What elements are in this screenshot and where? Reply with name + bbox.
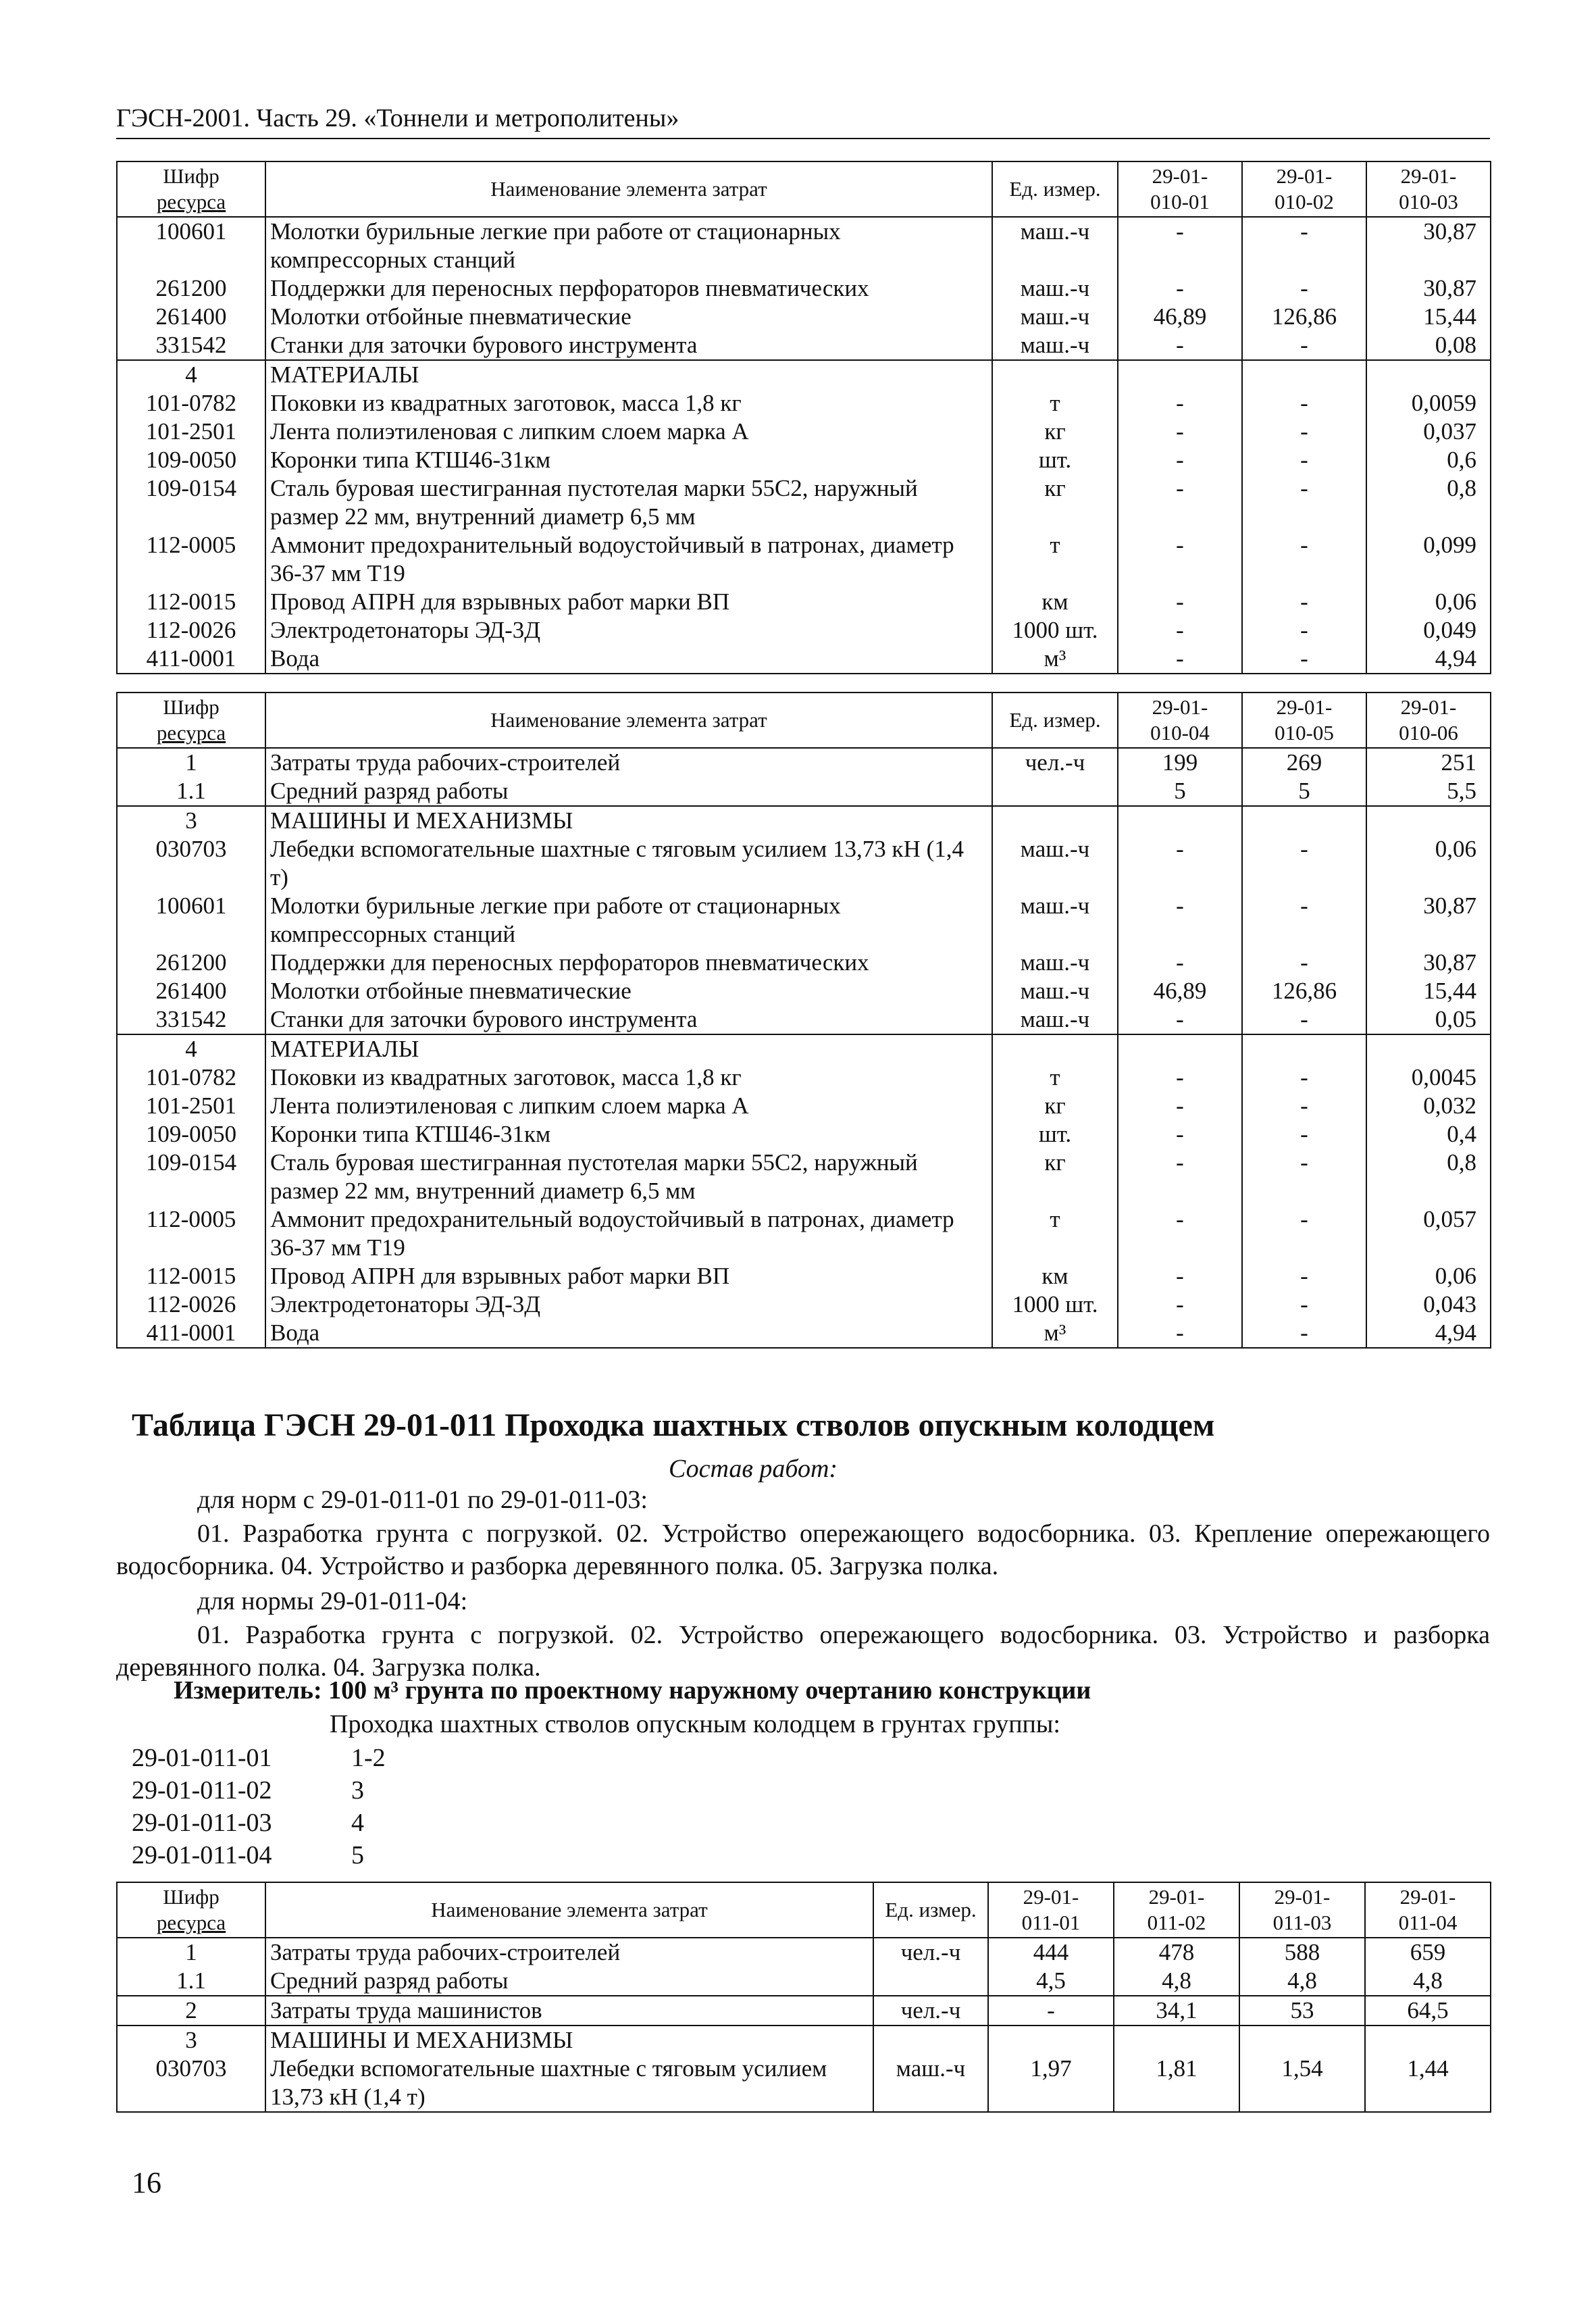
norm-value: - — [1242, 474, 1366, 531]
table-row — [117, 949, 1491, 977]
norm-value: - — [1118, 1120, 1242, 1149]
resource-code: 030703 — [117, 835, 265, 892]
norm-value: 0,099 — [1366, 531, 1491, 588]
unit: маш.-ч — [992, 217, 1118, 274]
norm-value: 0,6 — [1366, 446, 1491, 474]
resource-code: 112-0005 — [117, 531, 265, 588]
table-header-row — [117, 161, 1491, 217]
norm-value — [988, 2026, 1114, 2055]
resource-code: 109-0050 — [117, 446, 265, 474]
unit: маш.-ч — [992, 977, 1118, 1005]
norm-value — [1366, 1034, 1491, 1063]
table-row — [117, 389, 1491, 418]
unit: маш.-ч — [873, 2055, 988, 2112]
cost-element-name: Аммонит предохранительный водоустойчивый в патронах, диаметр 36-37 мм Т19 — [265, 531, 992, 588]
unit — [992, 806, 1118, 835]
norm-value: - — [1242, 949, 1366, 977]
norm-value: 4,94 — [1366, 645, 1491, 674]
norm-value: - — [1242, 1120, 1366, 1149]
norm-value: - — [1118, 835, 1242, 892]
norm-value: 4,8 — [1239, 1967, 1365, 1996]
norm-value: - — [1118, 892, 1242, 949]
header-norm-code: 29-01- 011-03 — [1239, 1882, 1365, 1938]
cost-element-name: Провод АПРН для взрывных работ марки ВП — [265, 1262, 992, 1290]
resource-code: 109-0154 — [117, 474, 265, 531]
unit: маш.-ч — [992, 331, 1118, 360]
resource-code: 1.1 — [117, 777, 265, 806]
unit: т — [992, 1063, 1118, 1092]
norm-value: - — [1118, 474, 1242, 531]
norm-value: 0,049 — [1366, 616, 1491, 645]
norm-value — [1366, 360, 1491, 389]
norms-range-b: для нормы 29-01-011-04: — [197, 1587, 468, 1615]
table-row — [117, 1005, 1491, 1034]
norm-value: - — [1242, 616, 1366, 645]
cost-element-name: Провод АПРН для взрывных работ марки ВП — [265, 588, 992, 616]
unit: маш.-ч — [992, 274, 1118, 303]
norm-value: 4,8 — [1114, 1967, 1239, 1996]
cost-element-name: Аммонит предохранительный водоустойчивый в патронах, диаметр 36-37 мм Т19 — [265, 1205, 992, 1262]
table-row — [117, 1967, 1491, 1996]
norm-value: - — [1118, 531, 1242, 588]
cost-element-name: Вода — [265, 1319, 992, 1348]
unit: т — [992, 389, 1118, 418]
cost-element-name: Затраты труда рабочих-строителей — [265, 748, 992, 777]
cost-element-name: Молотки отбойные пневматические — [265, 977, 992, 1005]
resource-code: 331542 — [117, 331, 265, 360]
resource-code: 1 — [117, 1938, 265, 1967]
cost-element-name: Затраты труда рабочих-строителей — [265, 1938, 873, 1967]
works-subtitle: Состав работ: — [669, 1455, 838, 1483]
norm-value: 0,0059 — [1366, 389, 1491, 418]
table-row — [117, 1319, 1491, 1348]
cost-element-name: Лента полиэтиленовая с липким слоем марка А — [265, 1092, 992, 1120]
norm-value — [1242, 1034, 1366, 1063]
table-row — [117, 1149, 1491, 1205]
norm-value: 0,06 — [1366, 1262, 1491, 1290]
norm-value: - — [1118, 1149, 1242, 1205]
unit: чел.-ч — [992, 748, 1118, 777]
table-row — [117, 1092, 1491, 1120]
table-row — [117, 777, 1491, 806]
unit: маш.-ч — [992, 835, 1118, 892]
table-row — [117, 588, 1491, 616]
unit: маш.-ч — [992, 303, 1118, 331]
header-name: Наименование элемента затрат — [265, 693, 992, 748]
unit: шт. — [992, 446, 1118, 474]
norm-value: 30,87 — [1366, 949, 1491, 977]
norm-value: - — [1242, 645, 1366, 674]
norm-value: - — [1242, 531, 1366, 588]
norm-value: 46,89 — [1118, 303, 1242, 331]
norm-value: - — [1118, 217, 1242, 274]
table-title: Таблица ГЭСН 29-01-011 Проходка шахтных стволов опускным колодцем — [132, 1407, 1215, 1443]
norm-value — [1239, 2026, 1365, 2055]
norm-value: 126,86 — [1242, 977, 1366, 1005]
group-row: 29-01-011-01 1-2 — [132, 1744, 386, 1772]
header-norm-code: 29-01- 011-04 — [1365, 1882, 1491, 1938]
table-row — [117, 1034, 1491, 1063]
unit: м³ — [992, 645, 1118, 674]
cost-element-name: Поддержки для переносных перфораторов пневматических — [265, 949, 992, 977]
norm-value: - — [1242, 418, 1366, 446]
norm-value: 15,44 — [1366, 977, 1491, 1005]
unit — [873, 2026, 988, 2055]
norm-value: 5 — [1118, 777, 1242, 806]
unit — [992, 1034, 1118, 1063]
group-row: 29-01-011-02 3 — [132, 1776, 364, 1805]
resource-code: 261200 — [117, 274, 265, 303]
unit: кг — [992, 474, 1118, 531]
table-row — [117, 331, 1491, 360]
resource-code: 101-2501 — [117, 418, 265, 446]
resource-code: 101-0782 — [117, 389, 265, 418]
cost-element-name: Молотки бурильные легкие при работе от стационарных компрессорных станций — [265, 217, 992, 274]
resource-code: 4 — [117, 1034, 265, 1063]
norm-value: 1,44 — [1365, 2055, 1491, 2112]
unit: чел.-ч — [873, 1938, 988, 1967]
norm-value: 0,8 — [1366, 474, 1491, 531]
norm-value — [1114, 2026, 1239, 2055]
norm-value: - — [1242, 217, 1366, 274]
norm-value: - — [1242, 1262, 1366, 1290]
unit: чел.-ч — [873, 1996, 988, 2026]
header-code-line2: ресурса — [156, 721, 226, 745]
table-row — [117, 303, 1491, 331]
norm-value: - — [1118, 1290, 1242, 1319]
header-code-line1: Шифр — [163, 164, 220, 188]
cost-element-name: Вода — [265, 645, 992, 674]
norm-value: 0,08 — [1366, 331, 1491, 360]
norm-value: - — [1118, 331, 1242, 360]
table-row — [117, 645, 1491, 674]
unit: т — [992, 1205, 1118, 1262]
table-row — [117, 474, 1491, 531]
table-row — [117, 1938, 1491, 1967]
norm-value: 1,54 — [1239, 2055, 1365, 2112]
norm-value: 1,81 — [1114, 2055, 1239, 2112]
resource-code: 331542 — [117, 1005, 265, 1034]
cost-element-name: Поддержки для переносных перфораторов пневматических — [265, 274, 992, 303]
norm-value: - — [988, 1996, 1114, 2026]
cost-element-name: Средний разряд работы — [265, 777, 992, 806]
header-norm-code: 29-01- 010-04 — [1118, 693, 1242, 748]
header-name: Наименование элемента затрат — [265, 1882, 873, 1938]
resource-code: 261200 — [117, 949, 265, 977]
norm-value: - — [1118, 1063, 1242, 1092]
unit: маш.-ч — [992, 1005, 1118, 1034]
resource-code: 109-0050 — [117, 1120, 265, 1149]
table-row — [117, 1290, 1491, 1319]
norm-value: 659 — [1365, 1938, 1491, 1967]
norm-value: - — [1242, 331, 1366, 360]
resource-code: 1 — [117, 748, 265, 777]
norm-value — [1365, 2026, 1491, 2055]
unit: шт. — [992, 1120, 1118, 1149]
resource-code: 112-0026 — [117, 616, 265, 645]
resource-code: 101-2501 — [117, 1092, 265, 1120]
resource-code: 112-0015 — [117, 1262, 265, 1290]
norm-value: 34,1 — [1114, 1996, 1239, 2026]
norm-value: 251 — [1366, 748, 1491, 777]
norm-value: 0,037 — [1366, 418, 1491, 446]
table-row — [117, 806, 1491, 835]
unit: кг — [992, 1149, 1118, 1205]
norm-value: 0,06 — [1366, 835, 1491, 892]
resource-code: 030703 — [117, 2055, 265, 2112]
norm-value — [1242, 360, 1366, 389]
norm-value: 0,032 — [1366, 1092, 1491, 1120]
unit: км — [992, 588, 1118, 616]
resource-code: 112-0015 — [117, 588, 265, 616]
norm-value: - — [1242, 1005, 1366, 1034]
resource-code: 100601 — [117, 892, 265, 949]
resource-code: 112-0026 — [117, 1290, 265, 1319]
table-row — [117, 616, 1491, 645]
resource-code: 100601 — [117, 217, 265, 274]
cost-element-name: Молотки бурильные легкие при работе от стационарных компрессорных станций — [265, 892, 992, 949]
resource-code: 261400 — [117, 977, 265, 1005]
resource-code: 4 — [117, 360, 265, 389]
norm-value: - — [1118, 1262, 1242, 1290]
norm-value: 588 — [1239, 1938, 1365, 1967]
cost-element-name: Лебедки вспомогательные шахтные с тяговым усилием 13,73 кН (1,4 т) — [265, 835, 992, 892]
table-row — [117, 977, 1491, 1005]
norm-value: - — [1118, 389, 1242, 418]
resource-code: 261400 — [117, 303, 265, 331]
header-norm-code: 29-01- 011-01 — [988, 1882, 1114, 1938]
cost-element-name: Электродетонаторы ЭД-3Д — [265, 616, 992, 645]
works-list-b: 01. Разработка грунта с погрузкой. 02. Устройство опережающего водосборника. 03. Устройство и разборка деревянного полка. 04. Загрузка полка. — [116, 1621, 1490, 1682]
cost-element-name: Лебедки вспомогательные шахтные с тяговым усилием 13,73 кН (1,4 т) — [265, 2055, 873, 2112]
norm-value: 46,89 — [1118, 977, 1242, 1005]
cost-element-name: Молотки отбойные пневматические — [265, 303, 992, 331]
header-code-line1: Шифр — [163, 1885, 220, 1909]
norm-value: - — [1242, 274, 1366, 303]
resource-code: 101-0782 — [117, 1063, 265, 1092]
resource-table-011 — [116, 1882, 1491, 2113]
norm-value: 0,8 — [1366, 1149, 1491, 1205]
norm-value: 4,5 — [988, 1967, 1114, 1996]
cost-element-name: МАТЕРИАЛЫ — [265, 1034, 992, 1063]
norm-value: 4,8 — [1365, 1967, 1491, 1996]
table-row — [117, 2026, 1491, 2055]
table-row — [117, 892, 1491, 949]
table-row — [117, 1063, 1491, 1092]
norm-value: 444 — [988, 1938, 1114, 1967]
header-name: Наименование элемента затрат — [265, 161, 992, 217]
header-norm-code: 29-01- 010-03 — [1366, 161, 1491, 217]
table-header-row — [117, 1882, 1491, 1938]
group-row: 29-01-011-03 4 — [132, 1809, 364, 1837]
norm-value: 478 — [1114, 1938, 1239, 1967]
norm-value: 30,87 — [1366, 274, 1491, 303]
table-header-row — [117, 693, 1491, 748]
norm-value: - — [1118, 949, 1242, 977]
table-row — [117, 1120, 1491, 1149]
norm-value: 4,94 — [1366, 1319, 1491, 1348]
cost-element-name: Электродетонаторы ЭД-3Д — [265, 1290, 992, 1319]
page-number: 16 — [132, 2166, 161, 2199]
unit — [873, 1967, 988, 1996]
table-row — [117, 1996, 1491, 2026]
norm-value: - — [1118, 274, 1242, 303]
header-unit: Ед. измер. — [873, 1882, 988, 1938]
unit: маш.-ч — [992, 892, 1118, 949]
group-row: 29-01-011-04 5 — [132, 1841, 364, 1869]
norm-value: 0,4 — [1366, 1120, 1491, 1149]
unit: 1000 шт. — [992, 1290, 1118, 1319]
norm-value: - — [1242, 389, 1366, 418]
norm-value: 30,87 — [1366, 892, 1491, 949]
resource-code: 411-0001 — [117, 645, 265, 674]
header-norm-code: 29-01- 010-01 — [1118, 161, 1242, 217]
norm-value: 126,86 — [1242, 303, 1366, 331]
unit: т — [992, 531, 1118, 588]
norm-value: 0,043 — [1366, 1290, 1491, 1319]
unit: 1000 шт. — [992, 616, 1118, 645]
header-norm-code: 29-01- 010-02 — [1242, 161, 1366, 217]
table-row — [117, 274, 1491, 303]
norm-value: - — [1118, 1205, 1242, 1262]
unit: маш.-ч — [992, 949, 1118, 977]
norm-value: 64,5 — [1365, 1996, 1491, 2026]
norm-value: - — [1242, 1063, 1366, 1092]
norm-value: - — [1118, 1005, 1242, 1034]
norm-value: - — [1118, 645, 1242, 674]
resource-code: 2 — [117, 1996, 265, 2026]
header-norm-code: 29-01- 010-06 — [1366, 693, 1491, 748]
norm-value: - — [1118, 1092, 1242, 1120]
unit: м³ — [992, 1319, 1118, 1348]
cost-element-name: Затраты труда машинистов — [265, 1996, 873, 2026]
cost-element-name: Коронки типа КТШ46-31км — [265, 1120, 992, 1149]
table-row — [117, 360, 1491, 389]
cost-element-name: Станки для заточки бурового инструмента — [265, 331, 992, 360]
cost-element-name: Станки для заточки бурового инструмента — [265, 1005, 992, 1034]
cost-element-name: Поковки из квадратных заготовок, масса 1,8 кг — [265, 389, 992, 418]
cost-element-name: Поковки из квадратных заготовок, масса 1,8 кг — [265, 1063, 992, 1092]
norm-value: 53 — [1239, 1996, 1365, 2026]
header-unit: Ед. измер. — [992, 693, 1118, 748]
norm-value: 5 — [1242, 777, 1366, 806]
cost-element-name: Средний разряд работы — [265, 1967, 873, 1996]
table-row — [117, 1262, 1491, 1290]
norm-value: - — [1242, 1092, 1366, 1120]
works-list-a: 01. Разработка грунта с погрузкой. 02. Устройство опережающего водосборника. 03. Крепление опережающего водосборника. 04. Устройство и разборка деревянного полка. 05. Загрузка полка. — [116, 1519, 1490, 1580]
norm-value: - — [1242, 1290, 1366, 1319]
norm-value — [1118, 1034, 1242, 1063]
table-row — [117, 418, 1491, 446]
norm-value: 0,06 — [1366, 588, 1491, 616]
header-code-line1: Шифр — [163, 695, 220, 719]
table-row — [117, 2055, 1491, 2112]
cost-element-name: МАШИНЫ И МЕХАНИЗМЫ — [265, 2026, 873, 2055]
measure-unit: Измеритель: 100 м³ грунта по проектному наружному очертанию конструкции — [174, 1676, 1091, 1705]
norm-value: - — [1118, 588, 1242, 616]
norm-value: 0,05 — [1366, 1005, 1491, 1034]
norm-value: - — [1242, 1205, 1366, 1262]
norm-value: - — [1242, 446, 1366, 474]
header-code-line2: ресурса — [156, 1911, 226, 1934]
unit: кг — [992, 1092, 1118, 1120]
norm-value: 0,0045 — [1366, 1063, 1491, 1092]
unit — [992, 360, 1118, 389]
resource-table-010-04-06 — [116, 692, 1491, 1349]
norm-value: 0,057 — [1366, 1205, 1491, 1262]
norm-value: 269 — [1242, 748, 1366, 777]
cost-element-name: Лента полиэтиленовая с липким слоем марка А — [265, 418, 992, 446]
table-row — [117, 1205, 1491, 1262]
norm-value — [1118, 360, 1242, 389]
norm-value: - — [1118, 418, 1242, 446]
norm-value: - — [1118, 1319, 1242, 1348]
norm-value: - — [1242, 1149, 1366, 1205]
cost-element-name: Коронки типа КТШ46-31км — [265, 446, 992, 474]
norm-value: 1,97 — [988, 2055, 1114, 2112]
resource-code: 1.1 — [117, 1967, 265, 1996]
resource-code: 3 — [117, 806, 265, 835]
header-code — [117, 693, 265, 748]
table-row — [117, 531, 1491, 588]
resource-code: 109-0154 — [117, 1149, 265, 1205]
header-code — [117, 161, 265, 217]
norm-value: - — [1242, 588, 1366, 616]
norm-value: 199 — [1118, 748, 1242, 777]
resource-code: 3 — [117, 2026, 265, 2055]
cost-element-name: МАТЕРИАЛЫ — [265, 360, 992, 389]
header-code — [117, 1882, 265, 1938]
resource-code: 411-0001 — [117, 1319, 265, 1348]
cost-element-name: Сталь буровая шестигранная пустотелая марки 55С2, наружный размер 22 мм, внутренний диаметр 6,5 мм — [265, 474, 992, 531]
norm-value: - — [1118, 616, 1242, 645]
table-row — [117, 835, 1491, 892]
cost-element-name: Сталь буровая шестигранная пустотелая марки 55С2, наружный размер 22 мм, внутренний диаметр 6,5 мм — [265, 1149, 992, 1205]
cost-element-name: МАШИНЫ И МЕХАНИЗМЫ — [265, 806, 992, 835]
table-row — [117, 446, 1491, 474]
norm-value: - — [1242, 835, 1366, 892]
header-unit: Ед. измер. — [992, 161, 1118, 217]
norm-value — [1118, 806, 1242, 835]
norm-value — [1242, 806, 1366, 835]
table-row — [117, 748, 1491, 777]
unit: кг — [992, 418, 1118, 446]
norm-value: - — [1118, 446, 1242, 474]
norm-value — [1366, 806, 1491, 835]
norm-value: 30,87 — [1366, 217, 1491, 274]
header-code-line2: ресурса — [156, 190, 226, 213]
running-header: ГЭСН-2001. Часть 29. «Тоннели и метрополитены» — [116, 101, 1490, 139]
norm-value: - — [1242, 1319, 1366, 1348]
resource-table-010-01-03 — [116, 161, 1491, 674]
norms-range-a: для норм с 29-01-011-01 по 29-01-011-03: — [197, 1486, 648, 1514]
groups-lead: Проходка шахтных стволов опускным колодцем в грунтах группы: — [330, 1710, 1060, 1738]
norm-value: - — [1242, 892, 1366, 949]
resource-code: 112-0005 — [117, 1205, 265, 1262]
unit: км — [992, 1262, 1118, 1290]
header-norm-code: 29-01- 010-05 — [1242, 693, 1366, 748]
norm-value: 5,5 — [1366, 777, 1491, 806]
unit — [992, 777, 1118, 806]
header-norm-code: 29-01- 011-02 — [1114, 1882, 1239, 1938]
table-row — [117, 217, 1491, 274]
norm-value: 15,44 — [1366, 303, 1491, 331]
